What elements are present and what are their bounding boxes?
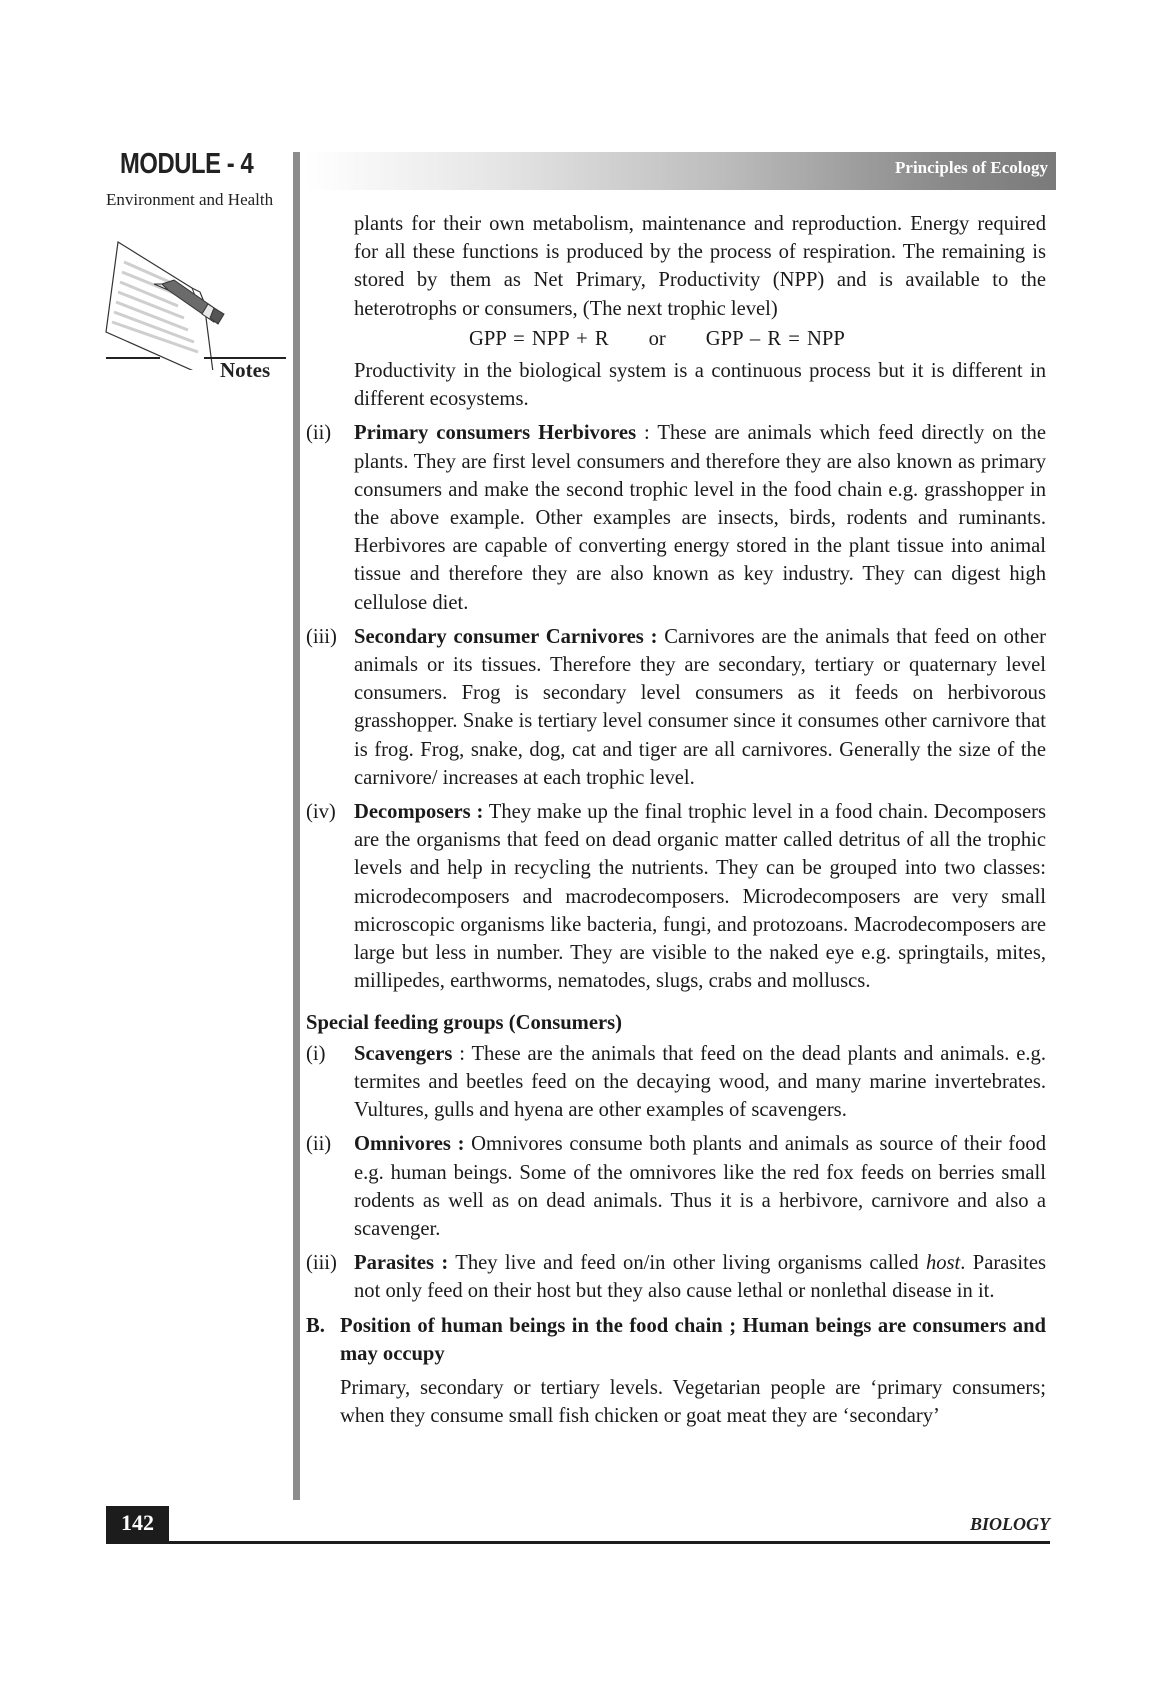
item-number: (ii) — [306, 422, 332, 445]
notes-divider-left — [106, 357, 160, 359]
item-number: (iii) — [306, 625, 337, 648]
chapter-header-band — [306, 152, 1056, 190]
equation-or: or — [648, 327, 666, 350]
section-label: B. — [306, 1314, 325, 1337]
equation-right: GPP – R = NPP — [705, 327, 845, 350]
section-b-heading — [306, 1312, 1046, 1368]
item-separator: : — [452, 1042, 472, 1065]
productivity-paragraph: Productivity in the biological system is a continuous process but it is different in different ecosystems. — [354, 360, 1046, 411]
item-number: (iii) — [306, 1252, 337, 1275]
item-text: They make up the final trophic level in a food chain. Decomposers are the organisms that feed on dead organic matter called detritus of all the trophic levels and help in recycling the nutrients. They can be grouped into two classes: microdecomposers and macrodecomposers. Microdecomposers are very small microscopic organisms like bacteria, fungi, and protozoans. Macrodecomposers are large but less in number. They are visible to the naked eye e.g. springtails, mites, millipedes, earthworms, nematodes, slugs, crabs and molluscs. — [354, 801, 1047, 993]
item-text: Carnivores are the animals that feed on other animals or its tissues. Therefore they are secondary, tertiary or quaternary level consumers. Frog is secondary level consumers as it feeds on herbivorous grasshopper. Snake is tertiary level consumer since it consumes other carnivore that is frog. Frog, snake, dog, cat and tiger are all carnivores. Generally the size of the carnivore/ increases at each trophic level. — [354, 625, 1046, 789]
special-item-scavengers — [306, 1040, 1046, 1125]
module-subtitle: Environment and Health — [106, 190, 274, 209]
notepad-with-pencil-icon — [104, 240, 284, 370]
consumer-item-secondary — [306, 623, 1046, 792]
item-text: These are animals which feed directly on the plants. They are first level consumers and therefore they are also known as primary consumers and make the second trophic level in the food chain e.g. grasshopper in the above example. Other examples are insects, birds, rodents and ruminants. Herbivores are capable of converting energy stored in the plant tissue into animal tissue and therefore they are also known as key industry. They can digest high cellulose diet. — [354, 422, 1046, 614]
item-term: Scavengers — [354, 1042, 453, 1065]
item-term: Secondary consumer Carnivores : — [354, 625, 658, 648]
consumer-item-primary — [306, 419, 1046, 616]
item-term: Parasites : — [354, 1252, 449, 1275]
footer-rule — [106, 1541, 1050, 1544]
item-term: Decomposers : — [354, 801, 484, 824]
module-title: MODULE - 4 — [120, 148, 254, 180]
item-number: (iv) — [306, 801, 336, 824]
item-term: Primary consumers Herbivores — [354, 422, 637, 445]
page-number: 142 — [106, 1506, 169, 1542]
intro-paragraph: plants for their own metabolism, maintenance and reproduction. Energy required for all these functions is produced by the process of respiration. The remaining is stored by them as Net Primary, Productivity (NPP) and is available to the heterotrophs or consumers, (The next trophic level) — [354, 213, 1046, 320]
page-content — [306, 210, 1046, 1430]
item-text: They live and feed on/in other living organisms called — [455, 1252, 926, 1275]
equation-left: GPP = NPP + R — [469, 327, 609, 350]
special-item-parasites — [306, 1249, 1046, 1305]
special-item-omnivores — [306, 1130, 1046, 1243]
item-term: Omnivores : — [354, 1133, 465, 1156]
footer-subject: BIOLOGY — [970, 1514, 1050, 1534]
consumer-item-decomposers — [306, 798, 1046, 995]
item-text-cont: . Parasites not only feed on their host but they also cause lethal or nonlethal disease in it. — [354, 1252, 1046, 1303]
chapter-title: Principles of Ecology — [895, 158, 1048, 177]
section-heading-text: Position of human beings in the food chain ; Human beings are consumers and may occupy — [340, 1314, 1046, 1365]
item-separator: : — [636, 422, 658, 445]
item-number: (i) — [306, 1042, 326, 1065]
section-b-body: Primary, secondary or tertiary levels. Vegetarian people are ‘primary consumers; when they consume small fish chicken or goat meat they are ‘secondary’ — [340, 1376, 1046, 1428]
margin-rule — [293, 152, 300, 1500]
item-italic-term: host — [925, 1252, 961, 1275]
notes-label: Notes — [220, 358, 271, 382]
item-number: (ii) — [306, 1133, 332, 1156]
special-feeding-heading: Special feeding groups (Consumers) — [306, 1012, 622, 1035]
item-text: These are the animals that feed on the dead plants and animals. e.g. termites and beetles feed on the decaying wood, and many marine invertebrates. Vultures, gulls and hyena are other examples of scavengers. — [354, 1042, 1046, 1122]
item-text: Omnivores consume both plants and animals as source of their food e.g. human beings. Some of the omnivores like the red fox feeds on berries small rodents as well as on dead animals. Thus it is a herbivore, carnivore and also a scavenger. — [354, 1133, 1047, 1240]
gpp-equation — [306, 325, 1046, 353]
